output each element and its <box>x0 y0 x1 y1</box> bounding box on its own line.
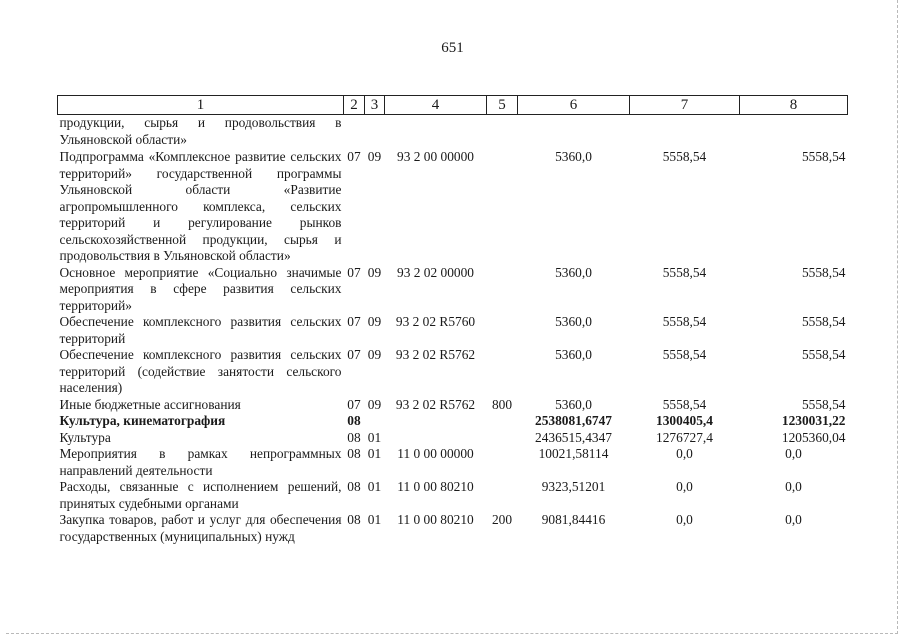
row-section: 07 <box>347 347 361 362</box>
row-section: 07 <box>347 264 361 280</box>
row-year-2: 5558,54 <box>662 264 707 280</box>
row-name: Иные бюджетные ассигнования <box>59 396 241 412</box>
row-expense-type: 200 <box>491 512 513 527</box>
row-year-2: 5558,54 <box>662 149 707 164</box>
row-target-article: 11 0 00 80210 <box>397 479 474 494</box>
row-year-3: 5558,54 <box>801 314 846 329</box>
row-expense-type <box>487 446 518 479</box>
table-row <box>58 446 848 479</box>
row-section: 08 <box>347 512 361 527</box>
row-year-3: 5558,54 <box>801 347 846 362</box>
row-target-article: 93 2 02 R5762 <box>395 347 476 362</box>
row-expense-type <box>487 430 518 447</box>
row-section: 08 <box>347 413 361 428</box>
row-expense-type: 800 <box>491 396 513 412</box>
row-name: Культура <box>59 429 111 445</box>
row-subsection: 09 <box>367 347 382 362</box>
row-year-2: 0,0 <box>676 446 693 461</box>
page-number: 651 <box>441 40 464 56</box>
row-expense-type <box>487 413 518 430</box>
table-row <box>58 347 848 397</box>
table-row <box>58 479 848 512</box>
page-edge-bottom <box>6 633 898 634</box>
row-section: 08 <box>347 429 361 445</box>
table-row <box>58 265 848 315</box>
row-section: 08 <box>347 479 361 494</box>
row-target-article: 11 0 00 80210 <box>397 512 474 527</box>
table-row <box>58 512 848 545</box>
row-year-1: 5360,0 <box>555 264 592 280</box>
header-row <box>58 96 848 115</box>
row-name: Культура, кинематография <box>59 413 226 428</box>
column-header-subsection: 3 <box>365 96 385 115</box>
budget-table <box>57 95 848 545</box>
row-name: Подпрограмма «Комплексное развитие сельских территорий» государственной программы Ульяновской области «Развитие агропромышленного комплекса, сельских территорий и регулирование рынков сельскохозяйственной продукции, сырья и продовольствия в Ульяновской области» <box>59 149 342 263</box>
row-year-2 <box>630 115 740 149</box>
row-year-1: 2538081,6747 <box>535 413 612 428</box>
row-year-3 <box>740 115 848 149</box>
row-subsection <box>365 115 385 149</box>
row-expense-type <box>487 314 518 347</box>
column-header-year-3: 8 <box>740 96 848 115</box>
row-expense-type <box>487 479 518 512</box>
column-header-year-2: 7 <box>630 96 740 115</box>
row-year-3: 5558,54 <box>801 149 846 164</box>
row-year-2: 1300405,4 <box>656 413 713 428</box>
row-target-article: 93 2 02 R5760 <box>395 314 476 329</box>
row-year-1: 5360,0 <box>555 149 592 164</box>
row-year-2: 1276727,4 <box>656 429 713 445</box>
row-target-article <box>385 430 487 447</box>
row-year-3: 0,0 <box>785 479 802 494</box>
row-target-article: 93 2 02 R5762 <box>395 396 476 412</box>
row-name: продукции, сырья и продовольствия в Ульяновской области» <box>59 115 342 147</box>
row-year-1: 5360,0 <box>555 347 592 362</box>
row-name: Обеспечение комплексного развития сельских территорий <box>59 314 342 346</box>
row-target-article <box>385 413 487 430</box>
row-year-1: 5360,0 <box>555 314 592 329</box>
row-year-2: 0,0 <box>676 512 693 527</box>
row-subsection: 01 <box>367 429 382 445</box>
row-year-3: 5558,54 <box>801 396 846 412</box>
row-expense-type <box>487 115 518 149</box>
row-target-article: 93 2 00 00000 <box>397 149 474 164</box>
row-name: Основное мероприятие «Социально значимые мероприятия в сфере развития сельских территорий» <box>59 264 342 313</box>
row-year-2: 0,0 <box>676 479 693 494</box>
row-target-article <box>385 115 487 149</box>
table-row <box>58 148 848 265</box>
row-subsection: 01 <box>367 479 382 494</box>
row-year-3: 0,0 <box>785 512 802 527</box>
row-year-3: 1205360,04 <box>781 429 846 445</box>
row-subsection: 09 <box>367 264 382 280</box>
row-year-2: 5558,54 <box>662 396 707 412</box>
row-year-3: 0,0 <box>785 446 802 461</box>
row-year-3: 5558,54 <box>801 264 846 280</box>
column-header-expense-type: 5 <box>487 96 518 115</box>
table-row <box>58 430 848 447</box>
row-year-1: 10021,58114 <box>538 446 609 461</box>
row-expense-type <box>487 347 518 397</box>
row-target-article: 93 2 02 00000 <box>397 264 474 280</box>
row-year-1: 5360,0 <box>555 396 592 412</box>
row-subsection: 01 <box>367 512 382 527</box>
row-year-1: 9081,84416 <box>541 512 606 527</box>
row-name: Закупка товаров, работ и услуг для обеспечения государственных (муниципальных) нужд <box>59 512 342 544</box>
row-name: Расходы, связанные с исполнением решений, принятых судебными органами <box>59 479 342 511</box>
row-subsection: 09 <box>367 314 382 329</box>
row-section: 07 <box>347 314 361 329</box>
row-year-2: 5558,54 <box>662 314 707 329</box>
row-subsection <box>365 413 385 430</box>
table-row <box>58 314 848 347</box>
row-year-3: 1230031,22 <box>781 413 846 428</box>
page-edge-right <box>897 0 898 634</box>
row-year-1 <box>518 115 630 149</box>
row-year-1: 2436515,4347 <box>535 429 612 445</box>
row-expense-type <box>487 148 518 265</box>
row-section <box>344 115 365 149</box>
row-section: 07 <box>347 149 361 164</box>
column-header-name: 1 <box>58 96 344 115</box>
row-target-article: 11 0 00 00000 <box>397 446 474 461</box>
row-year-1: 9323,51201 <box>541 479 606 494</box>
table-row <box>58 397 848 414</box>
column-header-section: 2 <box>344 96 365 115</box>
row-expense-type <box>487 265 518 315</box>
row-year-2: 5558,54 <box>662 347 707 362</box>
row-section: 07 <box>347 396 361 412</box>
row-name: Мероприятия в рамках непрограммных направлений деятельности <box>59 446 342 478</box>
row-subsection: 09 <box>367 149 382 164</box>
table-row <box>58 115 848 149</box>
row-section: 08 <box>347 446 361 461</box>
column-header-target-article: 4 <box>385 96 487 115</box>
table-row <box>58 413 848 430</box>
row-subsection: 09 <box>367 396 382 412</box>
row-subsection: 01 <box>367 446 382 461</box>
column-header-year-1: 6 <box>518 96 630 115</box>
row-name: Обеспечение комплексного развития сельских территорий (содействие занятости сельского населения) <box>59 347 342 395</box>
